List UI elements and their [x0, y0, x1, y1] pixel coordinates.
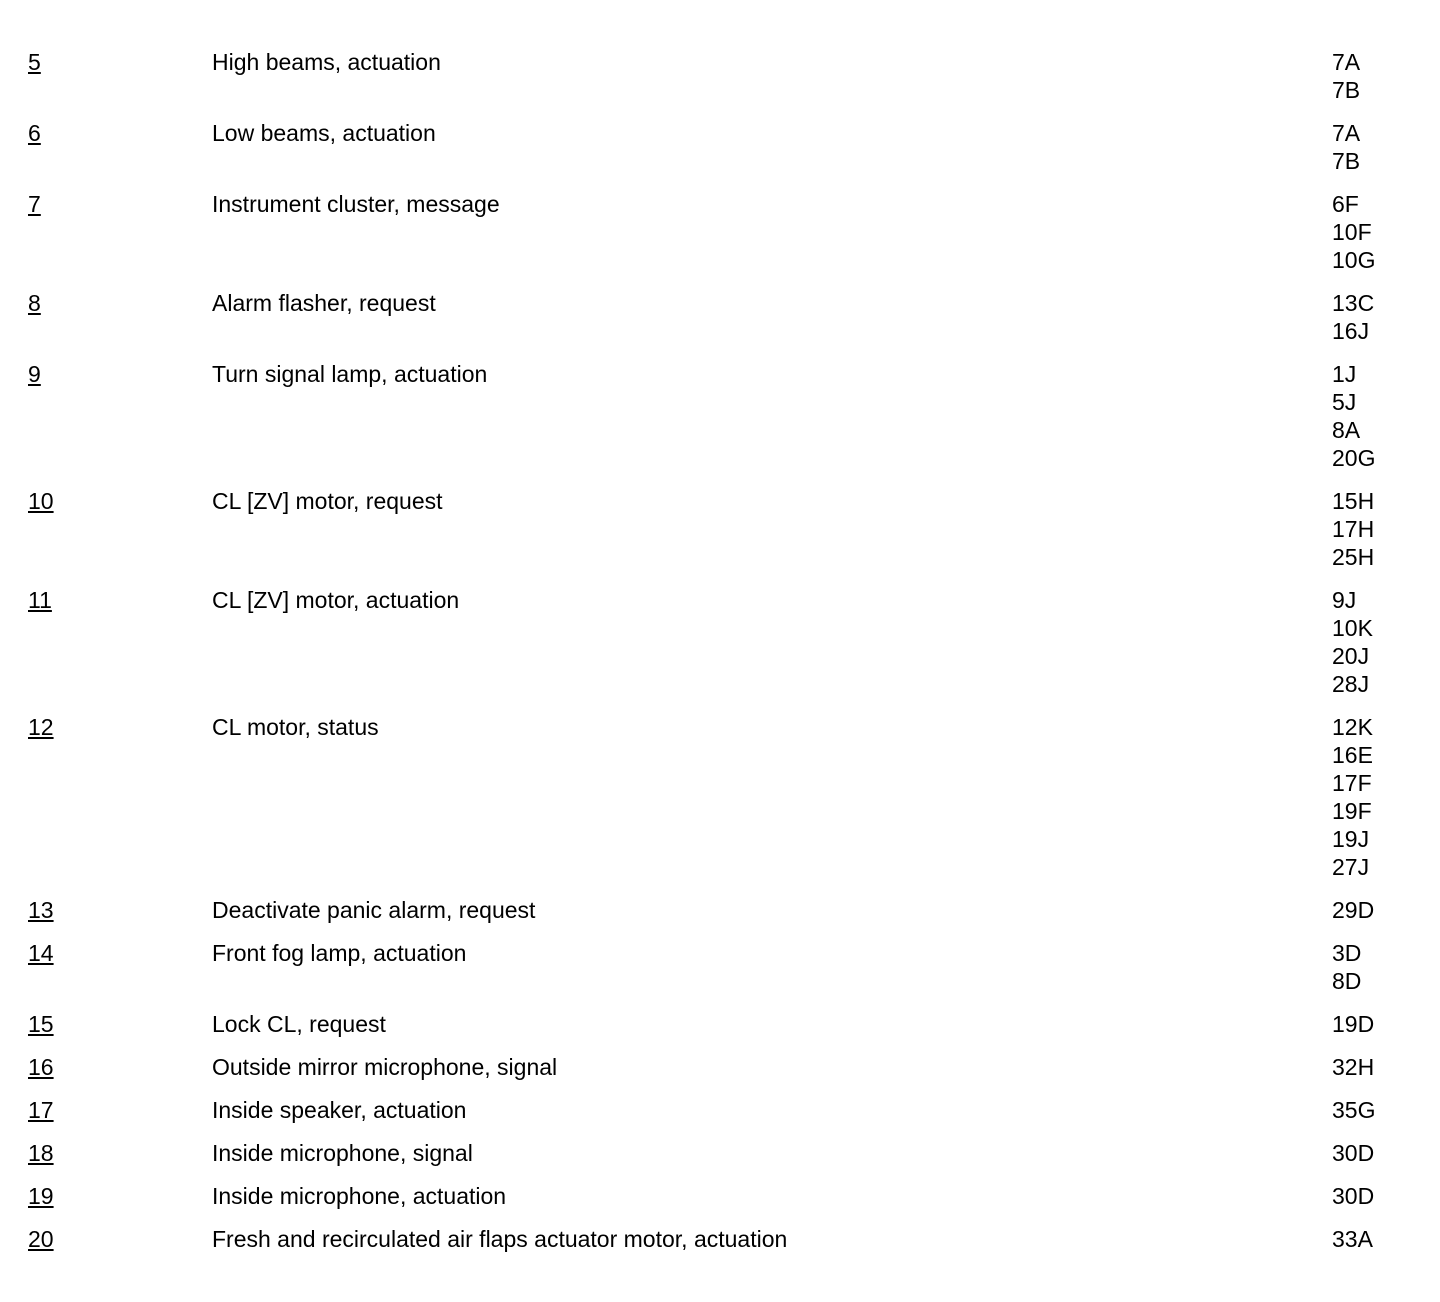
location-code: 10K [1332, 615, 1373, 641]
row-description: Lock CL, request [212, 1011, 386, 1037]
location-code: 19F [1332, 798, 1372, 824]
location-code: 12K [1332, 714, 1373, 740]
row-description: CL motor, status [212, 714, 379, 740]
row-description: Outside mirror microphone, signal [212, 1054, 558, 1080]
location-code: 16J [1332, 318, 1370, 344]
location-code: 5J [1332, 389, 1357, 415]
row-description: Turn signal lamp, actuation [212, 361, 488, 387]
location-code: 10G [1332, 247, 1376, 273]
row-number-link[interactable]: 11 [28, 587, 52, 613]
location-code: 20G [1332, 445, 1376, 471]
location-code: 30D [1332, 1140, 1375, 1166]
location-code: 17F [1332, 770, 1372, 796]
row-number-link[interactable]: 14 [28, 940, 54, 966]
row-description: Alarm flasher, request [212, 290, 436, 316]
table-row [0, 48, 1440, 104]
row-location-codes [1332, 289, 1432, 345]
row-number-link[interactable]: 12 [28, 714, 54, 740]
row-number-cell [0, 1139, 212, 1167]
location-code: 8A [1332, 417, 1361, 443]
location-code: 20J [1332, 643, 1370, 669]
location-code: 15H [1332, 488, 1375, 514]
row-number-link[interactable]: 15 [28, 1011, 54, 1037]
location-code: 29D [1332, 897, 1375, 923]
row-number-link[interactable]: 8 [28, 290, 41, 316]
location-code: 30D [1332, 1183, 1375, 1209]
row-location-codes [1332, 1182, 1432, 1210]
row-number-cell [0, 1225, 212, 1253]
row-location-codes [1332, 360, 1432, 472]
row-description: Inside microphone, signal [212, 1140, 473, 1166]
row-location-codes [1332, 586, 1432, 698]
location-code: 33A [1332, 1226, 1373, 1252]
row-number-link[interactable]: 10 [28, 488, 54, 514]
location-code: 16E [1332, 742, 1373, 768]
row-description: Low beams, actuation [212, 120, 436, 146]
location-code: 1J [1332, 361, 1357, 387]
table-row [0, 119, 1440, 175]
location-code: 32H [1332, 1054, 1375, 1080]
row-description: Inside microphone, actuation [212, 1183, 507, 1209]
table-row [0, 1139, 1440, 1167]
row-location-codes [1332, 1096, 1432, 1124]
row-location-codes [1332, 713, 1432, 881]
table-row [0, 586, 1440, 698]
row-number-link[interactable]: 17 [28, 1097, 54, 1123]
row-number-link[interactable]: 19 [28, 1183, 54, 1209]
location-code: 13C [1332, 290, 1375, 316]
row-location-codes [1332, 1139, 1432, 1167]
row-description: CL [ZV] motor, actuation [212, 587, 460, 613]
location-code: 6F [1332, 191, 1359, 217]
row-description: CL [ZV] motor, request [212, 488, 443, 514]
row-number-link[interactable]: 6 [28, 120, 41, 146]
location-code: 17H [1332, 516, 1375, 542]
row-description: Fresh and recirculated air flaps actuator motor, actuation [212, 1226, 788, 1252]
row-location-codes [1332, 119, 1432, 175]
location-code: 19D [1332, 1011, 1375, 1037]
row-number-cell [0, 586, 212, 614]
table-row [0, 713, 1440, 881]
table-row [0, 1182, 1440, 1210]
table-row [0, 1010, 1440, 1038]
row-number-cell [0, 487, 212, 515]
row-number-link[interactable]: 9 [28, 361, 41, 387]
table-row [0, 1096, 1440, 1124]
row-description: High beams, actuation [212, 49, 441, 75]
location-code: 7B [1332, 148, 1361, 174]
location-code: 9J [1332, 587, 1357, 613]
location-code: 7B [1332, 77, 1361, 103]
row-number-cell [0, 289, 212, 317]
row-number-cell [0, 1053, 212, 1081]
row-location-codes [1332, 896, 1432, 924]
row-number-cell [0, 119, 212, 147]
table-row [0, 487, 1440, 571]
row-location-codes [1332, 487, 1432, 571]
location-code: 7A [1332, 120, 1361, 146]
table-row [0, 1053, 1440, 1081]
location-code: 19J [1332, 826, 1370, 852]
row-location-codes [1332, 1010, 1432, 1038]
row-number-link[interactable]: 16 [28, 1054, 54, 1080]
table-row [0, 360, 1440, 472]
table-row [0, 1225, 1440, 1253]
row-number-cell [0, 939, 212, 967]
location-code: 7A [1332, 49, 1361, 75]
row-number-cell [0, 360, 212, 388]
row-description: Inside speaker, actuation [212, 1097, 467, 1123]
table-row [0, 190, 1440, 274]
table-row [0, 289, 1440, 345]
row-location-codes [1332, 48, 1432, 104]
location-code: 8D [1332, 968, 1362, 994]
row-number-cell [0, 713, 212, 741]
row-location-codes [1332, 1225, 1432, 1253]
row-description: Deactivate panic alarm, request [212, 897, 536, 923]
row-number-link[interactable]: 5 [28, 49, 41, 75]
location-code: 27J [1332, 854, 1370, 880]
row-number-cell [0, 190, 212, 218]
table-row [0, 896, 1440, 924]
row-number-link[interactable]: 13 [28, 897, 54, 923]
row-number-link[interactable]: 20 [28, 1226, 54, 1252]
row-number-cell [0, 1096, 212, 1124]
row-description: Front fog lamp, actuation [212, 940, 467, 966]
row-number-cell [0, 1182, 212, 1210]
row-number-link[interactable]: 18 [28, 1140, 54, 1166]
location-code: 3D [1332, 940, 1362, 966]
row-description: Instrument cluster, message [212, 191, 500, 217]
row-number-cell [0, 1010, 212, 1038]
location-code: 35G [1332, 1097, 1376, 1123]
location-code: 10F [1332, 219, 1372, 245]
table-row [0, 939, 1440, 995]
row-number-cell [0, 896, 212, 924]
row-number-link[interactable]: 7 [28, 191, 41, 217]
row-number-cell [0, 48, 212, 76]
location-code: 25H [1332, 544, 1375, 570]
row-location-codes [1332, 939, 1432, 995]
row-location-codes [1332, 190, 1432, 274]
location-code: 28J [1332, 671, 1370, 697]
row-location-codes [1332, 1053, 1432, 1081]
